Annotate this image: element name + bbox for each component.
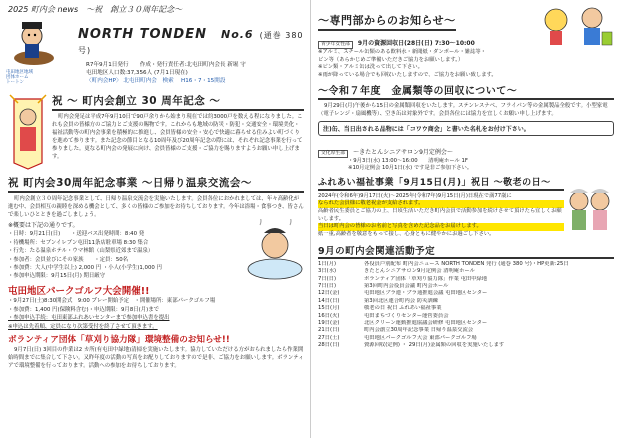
schedule-date: 16日(火) bbox=[318, 312, 340, 319]
schedule-date: 3日(水) bbox=[318, 268, 337, 275]
recycling-characters-illustration bbox=[538, 4, 614, 46]
anniversary-body: 町内会発足は平成7年9月10日で90戸余りから始まり現在では約3000戸を数える程になりました。これも会員の皆様方のご協力とご支援の賜物です。これからも地域の防災・防犯・交通安全・環境美化・福祉活動等の町内会事業を積極的に推進し、会員皆様の安全・安心で快適に暮らせる住みよい町づくりを進めて参ります。また記念の節目となる10周年及び20周年記念の際には、それぞれ記念事業を行って参りました。更なる町内会の発展に向け、会員皆様のご支援・ご協力を賜りますようお願い申し上げます。 bbox=[52, 114, 303, 161]
list-item: ・参加費：大人(中学生以上) 2,000 円 ・小人(小学生)1,000 円 bbox=[8, 264, 162, 271]
table-row bbox=[318, 290, 614, 297]
homepage-link[interactable]: 〈町内会HP〉 北屯田町内会 検索 H16・7・15開設 bbox=[86, 78, 226, 84]
senior-salon-notice bbox=[318, 139, 614, 173]
table-row bbox=[318, 335, 614, 342]
publication-info bbox=[86, 61, 304, 85]
list-item: ※ビン類・アルミ缶は洗って出して下さい。 bbox=[318, 64, 423, 71]
pubinfo-line: R7年9月1日発行 作成・発行責任者:北屯田町内会長 新堀 守 bbox=[86, 62, 246, 68]
masthead-number: No.6 bbox=[220, 28, 254, 41]
list-item: 高齢者民生委員とご協力の上、日頃生活いただき町内会員で活動参加を続けさせて頂けたら宜しくお願いします。 bbox=[318, 207, 562, 222]
schedule-event: 第3回町内会役員会議 町内会ホール bbox=[364, 282, 449, 289]
schedule-event: きたとんシニアサロン9月定例会 清明庵ホール bbox=[364, 268, 475, 275]
anniversary-section bbox=[8, 93, 304, 171]
series-label: 2025 町内会 news ～祝 創立３０周年記念～ bbox=[8, 5, 183, 14]
table-row bbox=[318, 268, 614, 275]
schedule-date: 27日(土) bbox=[318, 334, 340, 341]
masthead-issue: (通巻 380 号) bbox=[78, 31, 304, 55]
schedule-date: 7日(日) bbox=[318, 275, 337, 282]
metals-note: 注)缶、当日出される品物には「コワウ商会」と書いた名札をお付け下さい。 bbox=[318, 121, 614, 136]
pubinfo-line: 屯田地区人口数:37,356人 (7月1日現在) bbox=[86, 70, 188, 76]
schedule-event: 屯田地区パークゴルフ大会 東部パークゴルフ場 bbox=[364, 334, 477, 341]
onsen-items bbox=[8, 230, 246, 280]
volunteer-title: ボランティア団体「草刈り協力隊」環境整備のお知らせ!! bbox=[8, 334, 230, 345]
right-column bbox=[312, 0, 620, 438]
volunteer-body: 9月7日(日) 3回目の作業は2 カ所(有屯田中緑地)清掃を実施いたします。協力していただける方がおられましたら作業開始時間までに集合して下さい。又昨年度の活動の写真をお配りしておりますので是非、ご協力をお願いします。ボランティアで環境整備を行っております。活動への参加をお待ちしております。 bbox=[8, 346, 304, 370]
list-item: 2024年(令和6年)9月17日(火)～2025年(令和7年)9月15日(月)日現在で満77歳に bbox=[318, 192, 512, 199]
list-item: ・待機場所：セブンイレブン屯田11条店駐車場 8:30 集合 bbox=[8, 239, 149, 246]
list-item: ※10月定例会 10月1日(水) です是非ご参加下さい。 bbox=[348, 165, 473, 172]
department-tag: 青少年女性部 bbox=[318, 41, 353, 49]
schedule-event: 各役員戸別配布 町内会ニュース NORTH TONDEN 発行 (通巻 380 号)・HP更新:25日 bbox=[364, 260, 569, 267]
table-row bbox=[318, 320, 614, 327]
golf-title: 屯田地区パークゴルフ大会開催!! bbox=[8, 286, 150, 298]
list-item: ・参加申込期限：9月15日(月) 期日厳守 bbox=[8, 273, 106, 280]
elderly-couple-illustration bbox=[564, 183, 614, 239]
schedule-event: 北区クリーン運動推進協議会研修 屯田地区センター bbox=[364, 320, 488, 326]
schedule-event: 敬老の日 祝日 ふれあい福祉事業 bbox=[364, 305, 442, 312]
table-row bbox=[318, 298, 614, 305]
list-item: ・日時：9月21日(日) ・送迎バス出発時間：8:40 発 bbox=[8, 231, 145, 238]
department-tag: 文化厚生部 bbox=[318, 150, 348, 158]
onsen-title: 祝 町内会30周年記念事業 ～日帰り温泉交流会～ bbox=[8, 175, 304, 193]
table-row bbox=[318, 342, 614, 349]
column-divider bbox=[310, 0, 311, 438]
onsen-overview-heading: ※概要は下記の通りです。 bbox=[8, 222, 79, 230]
list-item: ※申込は先着順、定員になり次第受付を終了させて頂きます。 bbox=[8, 323, 158, 330]
metals-title: ～令和７年度 金属類等の回収について～ bbox=[318, 82, 614, 100]
welfare-title: ふれあい福祉事業「9月15日(月)」祝日 ～敬老の日～ bbox=[318, 175, 564, 191]
schedule-date: 7日(日) bbox=[318, 282, 337, 289]
table-row bbox=[318, 261, 614, 268]
schedule-event: 屯田地区ブラ連・ブラ通推進会議 屯田地区センター bbox=[364, 290, 488, 297]
list-item: ※雨が降っている場合でも回収いたしますので、ご協力をお願い致します。 bbox=[318, 71, 497, 78]
schedule-date: 12日(金) bbox=[318, 290, 340, 297]
onsen-body: 町内会創立３０周年記念事業として、日帰り温泉交流会を実施いたします。会員各位におかれましては、年々高齢化が進む中、会員相互の親睦を深める機会として、多くの皆様のご参加をお待ちしております。今年は浴場・食事つき、皆さんで楽しいひとときを過ごしましょう。 bbox=[8, 196, 304, 219]
schedule-date: 1日(月) bbox=[318, 260, 337, 267]
list-item: ※アルミ、スチール缶類のある飲料水・新聞紙・ダンボール・雑誌等・ bbox=[318, 49, 486, 55]
masthead-title: NORTH TONDEN bbox=[78, 27, 207, 42]
list-item: 紙一重,高齢者を敬意をもって接し、心身ともに健やかにお過ごし下さい。 bbox=[318, 230, 495, 237]
schedule-event: 第3回北区連合町内会 防災訓練 bbox=[364, 297, 438, 304]
schedule-table bbox=[318, 261, 614, 350]
list-item: なられた会員様に敬老祝金が支給されます。 bbox=[318, 200, 564, 208]
list-item: ・参加申込手続：屯田東部ふれあいセンターまで参加申込書を提出 bbox=[8, 315, 170, 322]
table-row bbox=[318, 313, 614, 320]
anniversary-title: 祝 ～ 町内会創立 30 周年記念 ～ bbox=[52, 93, 304, 111]
schedule-event: ボランティア団体「草刈り協力隊」作業 屯田中緑地 bbox=[364, 275, 488, 282]
schedule-date: 19日(金) bbox=[318, 320, 340, 326]
department-title: ～専門部からのお知らせ～ bbox=[318, 12, 456, 31]
schedule-date: 15日(月) bbox=[318, 305, 340, 312]
list-item: ビン等（あらかじめご準備いただきご協力をお願いします。） bbox=[318, 56, 464, 63]
list-item: ・参加費：1,400 円(保険料含む)・申込期限：9月8日(月)まで bbox=[8, 306, 160, 313]
schedule-event: 町内会創立30周年記念事業 日帰り温泉交流会 bbox=[364, 327, 474, 334]
metals-body: 9月29日(月)午後から15日の金属類回収をいたします。ステンレスナベ、フライパン等の金属製品全般です。小型家電（電子レンジ・扇風機等）、空き缶は対象外です。会員各位には協力を宜しくお願い申し上げます。 bbox=[318, 103, 608, 118]
list-item: ・参加者：会員並びにその家族 ・定員：50名 bbox=[8, 256, 129, 263]
mascot-illustration bbox=[8, 18, 60, 68]
schedule-date: 21日(日) bbox=[318, 327, 340, 334]
celebration-doll-illustration bbox=[8, 93, 48, 171]
table-row bbox=[318, 276, 614, 283]
table-row bbox=[318, 283, 614, 290]
list-item: ・9月3日(水) 13:00～16:00 清明庵ホール 1F bbox=[348, 157, 468, 164]
schedule-title: 9月の町内会関連活動予定 bbox=[318, 245, 436, 257]
salon-title: ～きたとんシニアサロン9月定例会～ bbox=[353, 148, 453, 156]
schedule-date: 14日(日) bbox=[318, 297, 340, 304]
schedule-date: 28日(日) bbox=[318, 342, 340, 349]
table-row bbox=[318, 327, 614, 334]
onsen-bather-illustration bbox=[246, 219, 304, 281]
list-item: ・行先：たる温泉ホテル・ウマ林館（山梨県近郊まで温泉） bbox=[8, 248, 154, 255]
mascot-caption: 屯田地区地域 団体ホーム トートン bbox=[6, 70, 33, 85]
list-item: ・9月27日(土)8:30開会式 9:00 プレー開始予定 ・開催場所：東部パークゴルフ場 bbox=[8, 298, 216, 305]
golf-items bbox=[8, 297, 304, 331]
recycling-heading: 9月の資源回収日(28日(日) 7:30～10:00 bbox=[357, 40, 475, 47]
masthead bbox=[78, 27, 304, 57]
table-row bbox=[318, 305, 614, 312]
schedule-event: 資源回収(定例) ・ 29日(月)金属類の回収を実施いたします bbox=[364, 342, 505, 349]
list-item: 当日は町内会の皆様のお名前と写真を含めた記念品をお届けします。 bbox=[318, 223, 564, 231]
schedule-event: 屯田まちづくりセンター運営委員会 bbox=[364, 312, 449, 319]
